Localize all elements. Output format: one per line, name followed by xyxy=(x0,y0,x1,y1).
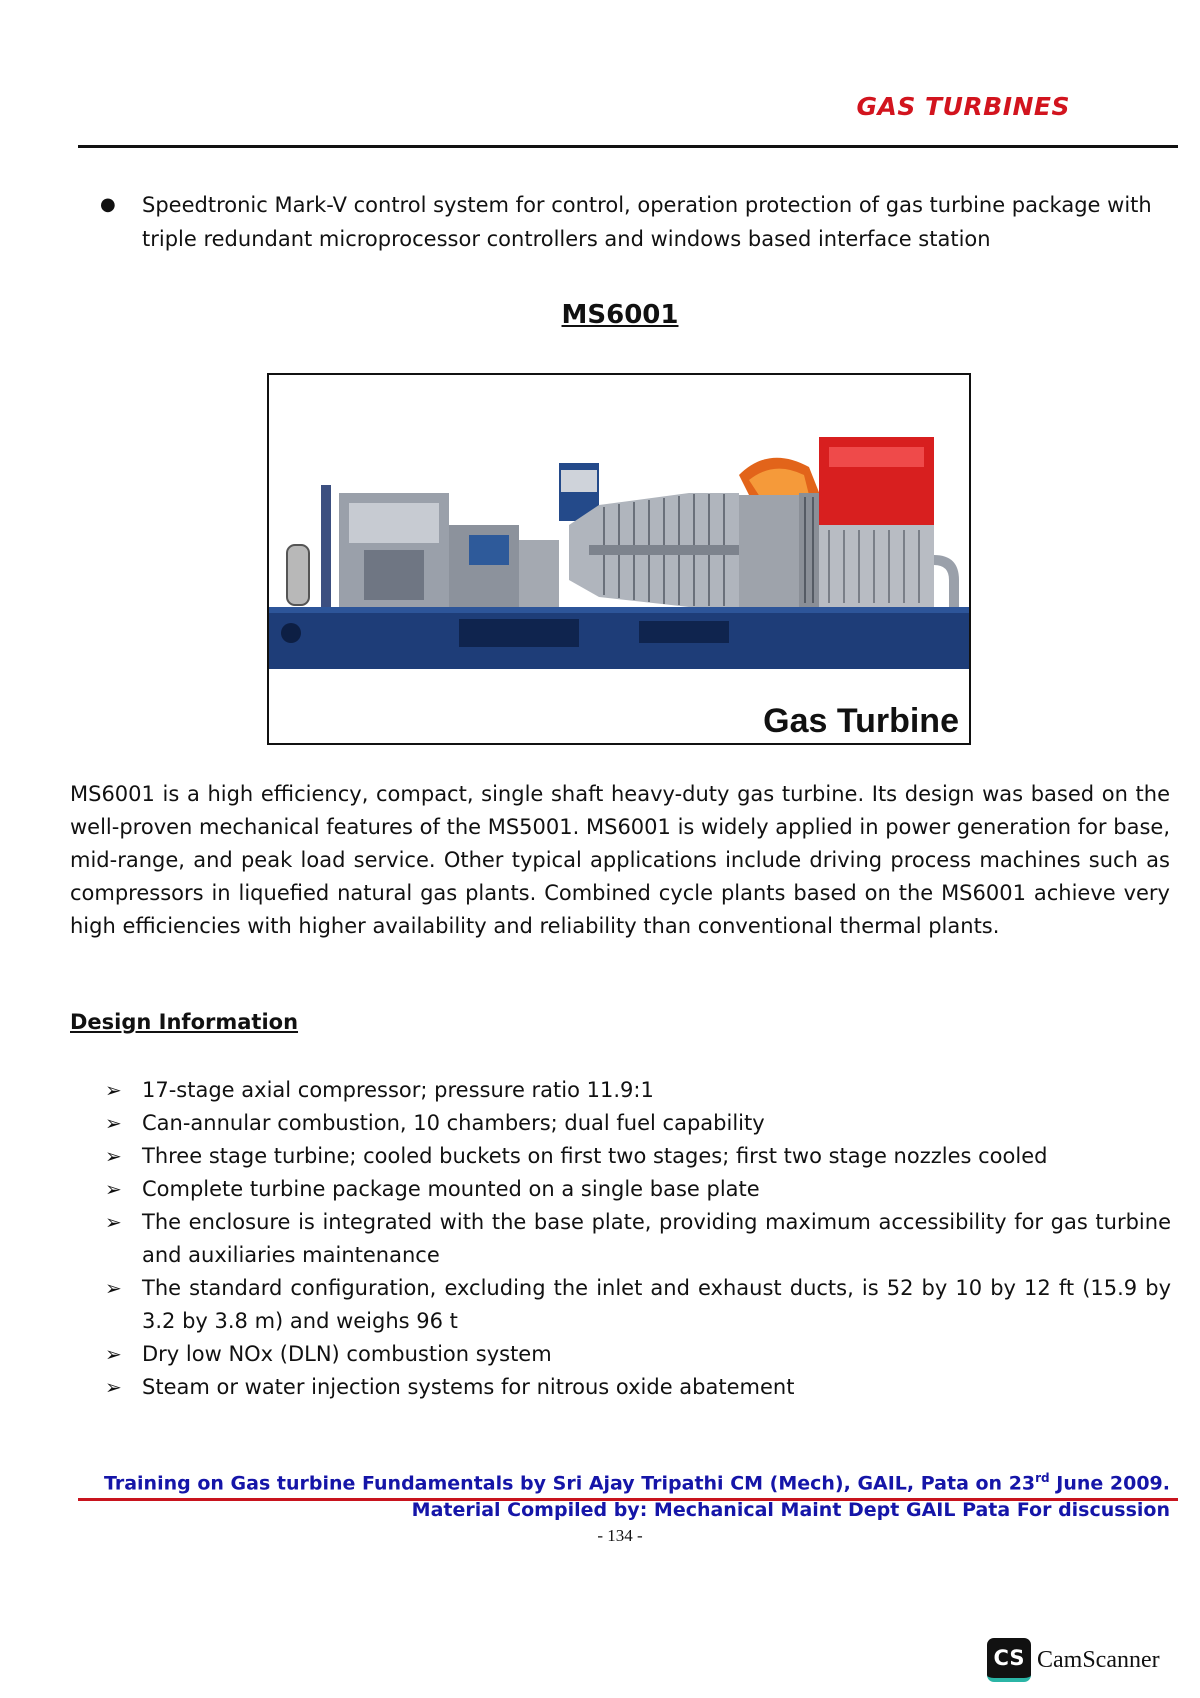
arrow-bullet-icon: ➢ xyxy=(105,1078,122,1102)
list-item xyxy=(105,1140,1171,1173)
list-item xyxy=(105,1074,1171,1107)
list-item xyxy=(105,1371,1171,1404)
list-item xyxy=(105,1107,1171,1140)
figure-caption: Gas Turbine xyxy=(763,702,959,740)
list-item xyxy=(105,1173,1171,1206)
list-item-text: Can-annular combustion, 10 chambers; dual fuel capability xyxy=(142,1111,765,1135)
list-item-text: 17-stage axial compressor; pressure ratio 11.9:1 xyxy=(142,1078,654,1102)
list-item-text: The enclosure is integrated with the base plate, providing maximum accessibility for gas turbine and auxiliaries maintenance xyxy=(142,1210,1171,1267)
camscanner-name: CamScanner xyxy=(1037,1646,1160,1673)
model-title: MS6001 xyxy=(561,300,679,330)
list-item-text: Dry low NOx (DLN) combustion system xyxy=(142,1342,552,1366)
gas-turbine-figure xyxy=(267,373,971,745)
design-list xyxy=(105,1074,1171,1404)
arrow-bullet-icon: ➢ xyxy=(105,1144,122,1168)
list-item-text: Three stage turbine; cooled buckets on first two stages; first two stage nozzles cooled xyxy=(142,1144,1048,1168)
camscanner-watermark xyxy=(987,1638,1160,1682)
footer-credit-date: June 2009. xyxy=(1049,1472,1170,1495)
list-item-text: The standard configuration, excluding the inlet and exhaust ducts, is 52 by 10 by 12 ft (15.9 by 3.2 by 3.8 m) and weighs 96 t xyxy=(142,1276,1171,1333)
footer-date-suffix: rd xyxy=(1035,1471,1050,1485)
arrow-bullet-icon: ➢ xyxy=(105,1177,122,1201)
arrow-bullet-icon: ➢ xyxy=(105,1276,122,1300)
footer-credit-text: Training on Gas turbine Fundamentals by Sri Ajay Tripathi CM (Mech), GAIL, Pata on 23 xyxy=(103,1472,1036,1495)
arrow-bullet-icon: ➢ xyxy=(105,1111,122,1135)
list-item xyxy=(105,1206,1171,1272)
arrow-bullet-icon: ➢ xyxy=(105,1375,122,1399)
bullet-dot-icon: ● xyxy=(100,194,116,215)
description-paragraph: MS6001 is a high efficiency, compact, single shaft heavy-duty gas turbine. Its design was based on the well-proven mechanical features of the MS5001. MS6001 is widely applied in power generation for base, mid-range, and peak load service. Other typical applications include driving process machines such as compressors in liquefied natural gas plants. Combined cycle plants based on the MS6001 achieve very high efficiencies with higher availability and reliability than conventional thermal plants. xyxy=(70,782,1170,938)
header-rule xyxy=(78,145,1178,148)
gas-turbine-illustration xyxy=(269,375,969,743)
footer-training-credit xyxy=(104,1471,1170,1494)
camscanner-logo-icon: CS xyxy=(987,1638,1031,1682)
list-item xyxy=(105,1272,1171,1338)
intro-bullet xyxy=(100,188,1170,256)
design-heading: Design Information xyxy=(70,1010,299,1034)
list-item xyxy=(105,1338,1171,1371)
arrow-bullet-icon: ➢ xyxy=(105,1342,122,1366)
list-item-text: Steam or water injection systems for nitrous oxide abatement xyxy=(142,1375,795,1399)
header-title: GAS TURBINES xyxy=(856,92,1070,121)
list-item-text: Complete turbine package mounted on a single base plate xyxy=(142,1177,760,1201)
arrow-bullet-icon: ➢ xyxy=(105,1210,122,1234)
intro-bullet-text: Speedtronic Mark-V control system for control, operation protection of gas turbine package with triple redundant microprocessor controllers and windows based interface station xyxy=(142,193,1152,251)
footer-compiled-by: Material Compiled by: Mechanical Maint Dept GAIL Pata For discussion xyxy=(411,1499,1170,1521)
page-number: - 134 - xyxy=(597,1526,643,1545)
